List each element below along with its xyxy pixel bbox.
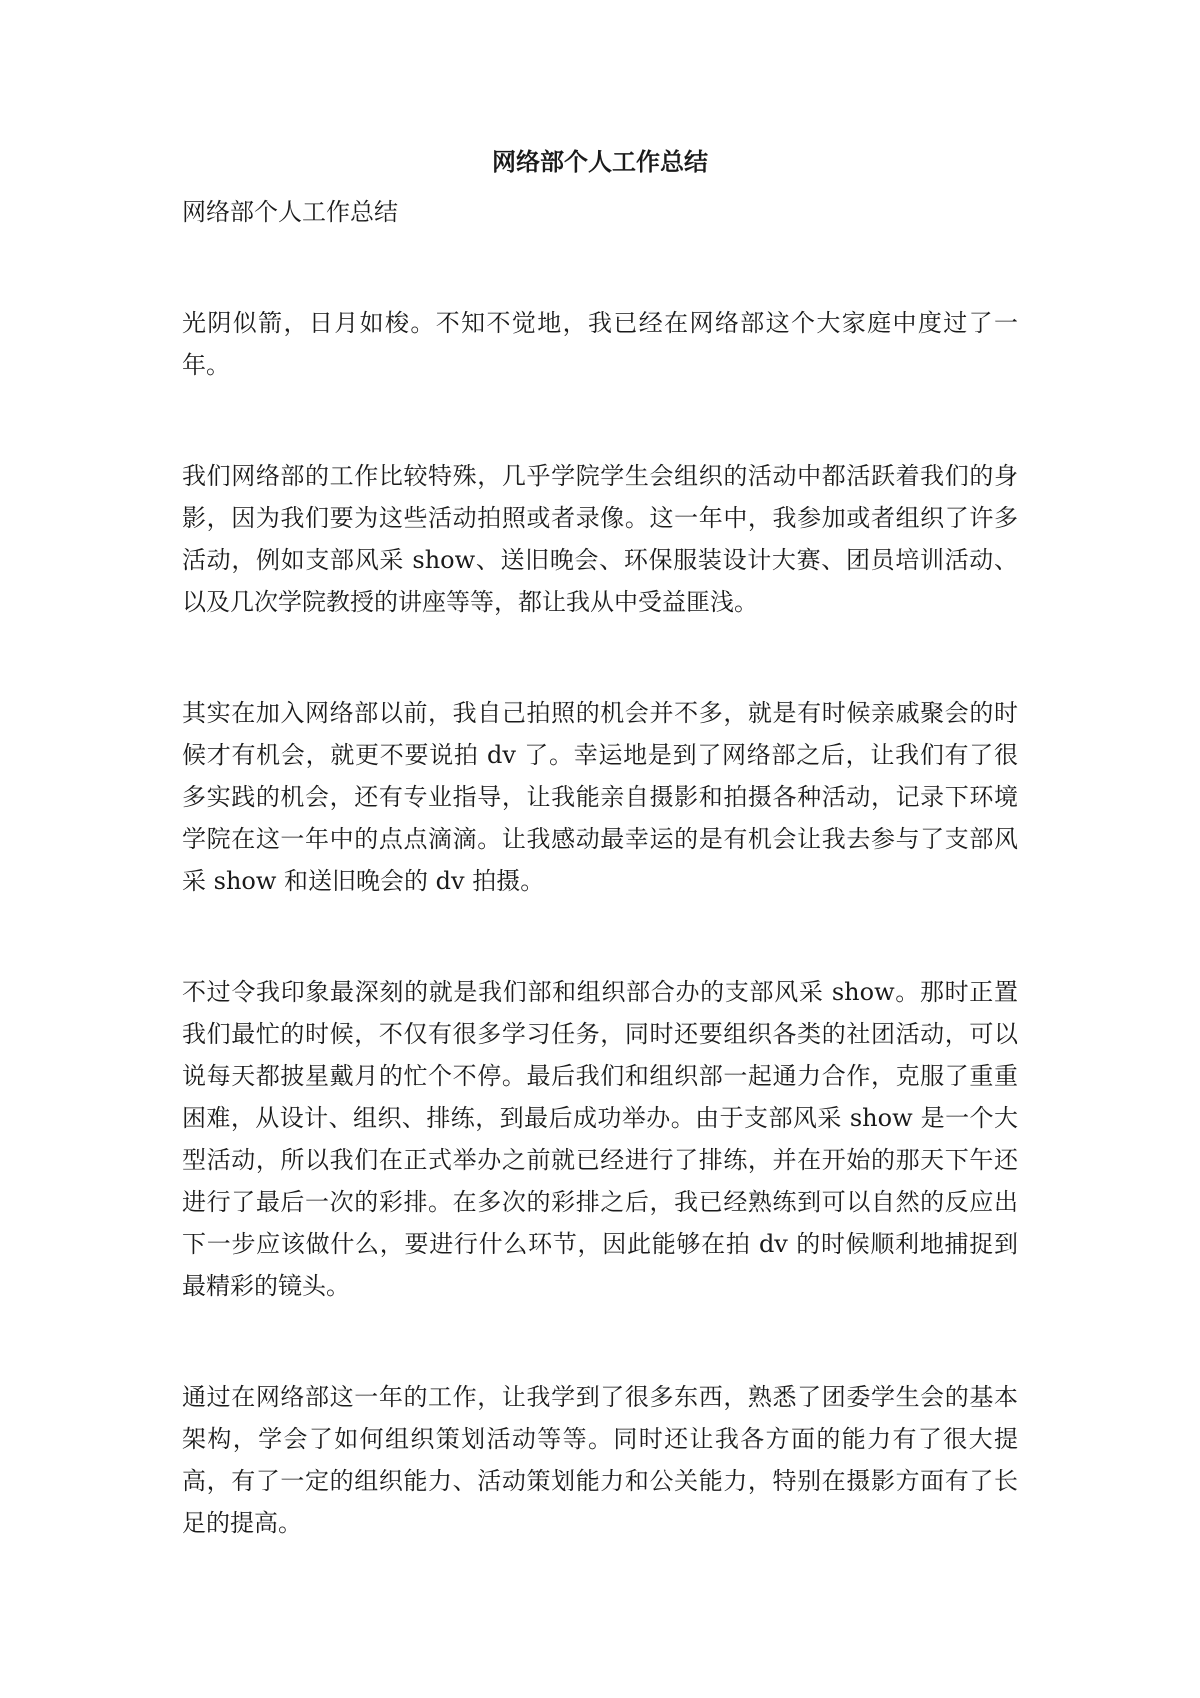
paragraph-2: 我们网络部的工作比较特殊，几乎学院学生会组织的活动中都活跃着我们的身影，因为我们要为这些活动拍照或者录像。这一年中，我参加或者组织了许多活动，例如支部风采 show、送旧晚会、环保服装设计大赛、团员培训活动、以及几次学院教授的讲座等等，都让我从中受益匪浅。 (182, 462, 1018, 616)
document-subtitle: 网络部个人工作总结 (182, 198, 398, 226)
document-title: 网络部个人工作总结 (492, 147, 708, 176)
paragraph-4: 不过令我印象最深刻的就是我们部和组织部合办的支部风采 show。那时正置我们最忙的时候，不仅有很多学习任务，同时还要组织各类的社团活动，可以说每天都披星戴月的忙个不停。最后我们和组织部一起通力合作，克服了重重困难，从设计、组织、排练，到最后成功举办。由于支部风采 show 是一个大型活动，所以我们在正式举办之前就已经进行了排练，并在开始的那天下午还进行了最后一次的彩排。在多次的彩排之后，我已经熟练到可以自然的反应出下一步应该做什么，要进行什么环节，因此能够在拍 dv 的时候顺利地捕捉到最精彩的镜头。 (182, 978, 1018, 1300)
paragraph-3: 其实在加入网络部以前，我自己拍照的机会并不多，就是有时候亲戚聚会的时候才有机会，就更不要说拍 dv 了。幸运地是到了网络部之后，让我们有了很多实践的机会，还有专业指导，让我能亲自摄影和拍摄各种活动，记录下环境学院在这一年中的点点滴滴。让我感动最幸运的是有机会让我去参与了支部风采 show 和送旧晚会的 dv 拍摄。 (182, 699, 1018, 895)
paragraph-1: 光阴似箭，日月如梭。不知不觉地，我已经在网络部这个大家庭中度过了一年。 (182, 309, 1018, 379)
document-body (182, 191, 1018, 1544)
paragraph-5: 通过在网络部这一年的工作，让我学到了很多东西，熟悉了团委学生会的基本架构，学会了如何组织策划活动等等。同时还让我各方面的能力有了很大提高，有了一定的组织能力、活动策划能力和公关能力，特别在摄影方面有了长足的提高。 (182, 1383, 1018, 1537)
